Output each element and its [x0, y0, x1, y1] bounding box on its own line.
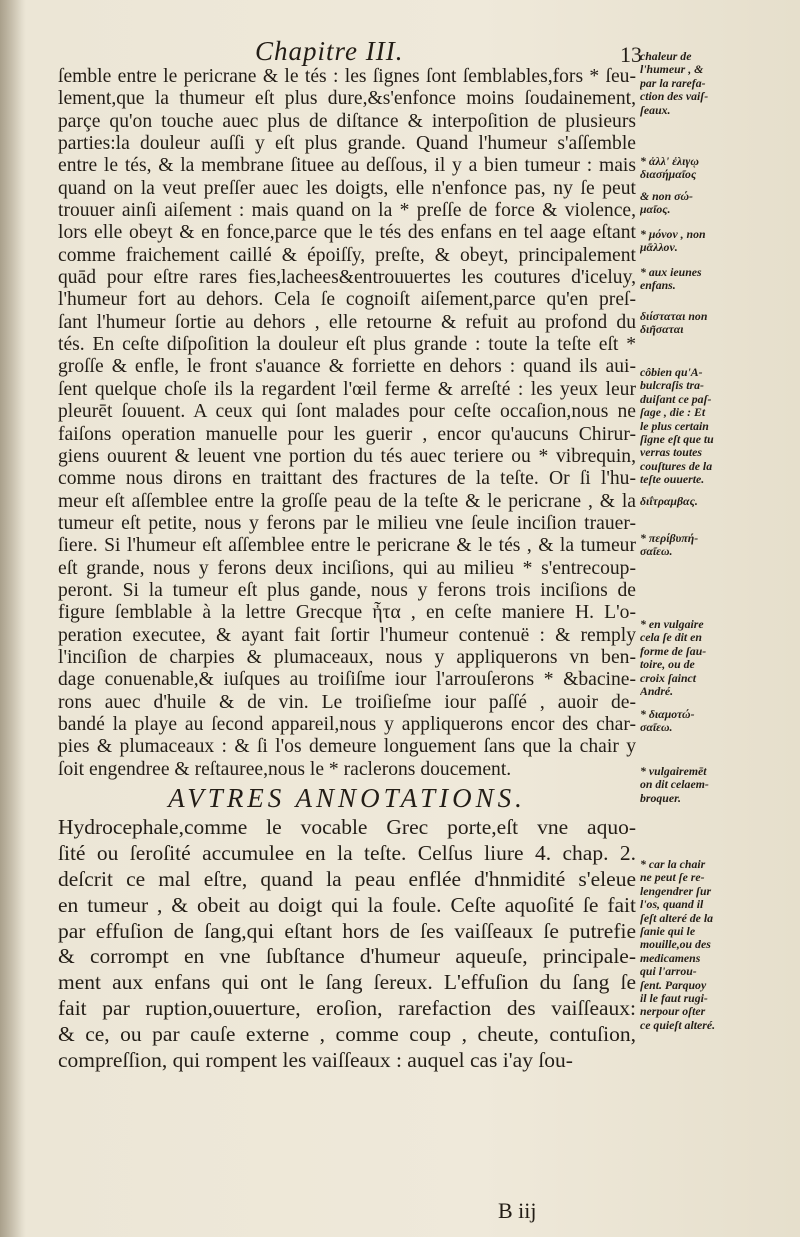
text-line: quand on la veut preſſer auec les doigts, elle n'enfonce pas, ny ſe peut [58, 177, 636, 199]
margin-note [640, 495, 698, 508]
margin-note-line: lengendrer ſur [640, 884, 712, 898]
margin-note-line: ne peut ſe re- [640, 871, 705, 885]
text-line: groſſe & enfle, le front s'auance & forriette en dehors : quand ils aui- [58, 356, 636, 378]
margin-note [640, 708, 695, 735]
gutter-shadow [0, 0, 26, 1237]
margin-note-line: * ἀλλ' ἐλιγῳ [640, 155, 699, 168]
margin-note-line: le plus certain [640, 419, 709, 433]
margin-note-line: διίσταται non [640, 310, 708, 323]
margin-note-line: André. [640, 684, 674, 698]
margin-note-line: διασήμαῖος [640, 168, 697, 182]
text-line: tumeur eſt petite, nous y ferons par le milieu vne ſeule inciſion trauer- [58, 512, 636, 534]
margin-note-line: cela ſe dit en [640, 631, 702, 645]
text-line: l'inciſion de charpies & plumaceaux, nous y appliquerons vn ben- [58, 646, 636, 668]
margin-note-line: * περίβυπή- [640, 532, 699, 545]
margin-note [640, 532, 698, 559]
margin-note-line: broquer. [640, 791, 681, 805]
text-line: ment aux enfans qui ont le ſang ſereux. L'effuſion du ſang ſe [58, 970, 636, 995]
margin-note-line: chaleur de [640, 50, 692, 63]
margin-note-line: & non σώ- [640, 190, 693, 203]
margin-note [640, 266, 702, 293]
text-line: Hydrocephale,comme le vocable Grec porte,eſt vne aquo- [58, 815, 636, 839]
text-line: comme nous dirons en traittant des fractures de la teſte. Or ſi l'hu- [58, 468, 636, 490]
text-line: bandé la playe au ſecond appareil,nous y appliquerons encor des char- [58, 713, 636, 735]
margin-note-line: teſte ouuerte. [640, 473, 705, 487]
text-line: parçe qu'on touche auec plus de diſtance & interpoſition de plusieurs [58, 110, 636, 132]
margin-note-line: * διαμοτώ- [640, 708, 695, 721]
section-heading: AVTRES ANNOTATIONS. [168, 783, 526, 813]
margin-note-line: ſanie qui le [640, 924, 696, 938]
margin-note-line: enfans. [640, 279, 676, 293]
margin-note-line: * vulgairemēt [640, 765, 707, 778]
text-line: giens ouurent & leuent vne portion du tés auec teriere ou * vibrequin, [58, 445, 636, 467]
margin-note-line: bulcraſis tra- [640, 379, 704, 393]
margin-note-line: toire, ou de [640, 658, 695, 672]
margin-note-line: * car la chair [640, 858, 706, 871]
margin-note-line: qui l'arrou- [640, 965, 697, 979]
body-paragraph-1 [58, 66, 636, 781]
margin-note-line: duiſant ce paſ- [640, 392, 712, 406]
text-line: eſt grande, nous y ferons deux inciſions, qui au milieu * s'entrecoup- [58, 557, 636, 579]
margin-note-line: croix ſainct [640, 671, 697, 685]
margin-note-line: l'humeur , & [640, 63, 704, 77]
margin-note-line: ction des vaiſ- [640, 90, 709, 104]
margin-note-line: * en vulgaire [640, 618, 704, 631]
margin-note-line: l'os, quand il [640, 898, 704, 912]
text-line: compreſſion, qui rompent les vaiſſeaux : auquel cas i'ay ſou- [58, 1048, 573, 1073]
text-line: peront. Si la tumeur eſt plus gande, nous y ferons trois inciſions de [58, 579, 636, 601]
margin-note-line: ce quieſt alteré. [640, 1018, 716, 1032]
margin-note-line: couſtures de la [640, 459, 713, 473]
margin-note [640, 155, 699, 182]
text-line: pies & plumaceaux : & ſi l'os demeure longuement ſans que la chair y [58, 736, 636, 758]
text-line: ſent quelque choſe ils la regardent l'œil ferme & arreſté : les yeux leur [58, 378, 636, 400]
margin-note-line: mouille,ou des [640, 938, 711, 952]
margin-note-line: par la rarefa- [640, 76, 706, 90]
margin-note-line: * μόνον , non [640, 228, 706, 241]
text-line: dage conuenable,& iuſques au troiſiſme iour l'arrouſerons * &bacine- [58, 669, 636, 691]
text-line: l'humeur fort au dehors. Cela ſe cognoiſt aiſement,parce qu'en preſ- [58, 289, 636, 311]
margin-note [640, 50, 708, 117]
margin-note [640, 858, 715, 1032]
margin-note-line: forme de ſau- [640, 644, 707, 658]
margin-note-line: διΐτραμβας. [640, 495, 698, 508]
text-line: ſemble entre le pericrane & le tés : les ſignes ſont ſemblables,fors * ſeu- [58, 66, 636, 87]
margin-note-line: μᾶλλον. [640, 241, 678, 255]
text-line: lors elle obeyt & en fonce,parce que le tés des enfans en tel aage eſtant [58, 222, 636, 244]
text-line: & ce, ou par cauſe externe , comme coup , cheute, contuſion, [58, 1022, 636, 1047]
margin-note-line: on dit celaem- [640, 778, 709, 792]
margin-note-line: nerpour oſter [640, 1005, 706, 1019]
main-text-block [58, 66, 636, 1074]
margin-note-line: ſeſt alteré de la [640, 911, 714, 925]
text-line: en tumeur , & obeit au doigt qui la foule. Ceſte aquoſité ſe fait [58, 892, 636, 917]
text-line: faiſons operation manuelle pour les guerir , encor qu'aucuns Chirur- [58, 423, 636, 445]
text-line: meur eſt aſſemblee entre la groſſe peau de la teſte & le pericrane , & la [58, 490, 636, 512]
margin-note-line: ſent. Parquoy [640, 978, 707, 992]
margin-note-line: ſigne eſt que tu [640, 432, 714, 446]
margin-note [640, 618, 706, 698]
margin-note-line: il le faut rugi- [640, 991, 708, 1005]
margin-note-line: verras toutes [640, 446, 702, 460]
margin-note-line: côbien qu'A- [640, 366, 703, 379]
text-line: rons auec d'huile & de vin. Le troiſieſme iour paſſé , auoir de- [58, 691, 636, 713]
text-line: fait par ruption,ouuerture, eroſion, rarefaction des vaiſſeaux: [58, 996, 636, 1021]
text-line: ſiere. Si l'humeur eſt aſſemblee entre le pericrane & le tés , & la tumeur [58, 535, 636, 557]
text-line: quād pour eſtre rares fies,lachees&entrouuertes les coutures d'iceluy, [58, 267, 636, 289]
text-line: figure ſemblable à la lettre Grecque ἦτα , en ceſte maniere H. L'o- [58, 602, 636, 624]
margin-note-line: σαῖεω. [640, 545, 673, 559]
text-line: tés. En ceſte diſpoſition la douleur eſt plus grande : toute la teſte eſt * [58, 334, 636, 356]
margin-note-line: ſage , die : Et [640, 406, 706, 420]
text-line: ſant l'humeur ſortie au dehors , elle retourne & refuit au profond du [58, 311, 636, 333]
text-line: trouuer ainſi aiſement : mais quand on la * preſſe de force & violence, [58, 200, 636, 222]
signature-mark: B iij [498, 1198, 537, 1223]
text-line: parties:la douleur auſſi y eſt plus grande. Quand l'humeur s'aſſemble [58, 133, 636, 155]
text-line: comme fraichement caillé & époiſſy, preſte, & obeyt, principalement [58, 244, 636, 266]
text-line: peration executee, & ayant fait ſortir l'humeur contenuë : & remply [58, 624, 636, 646]
margin-note [640, 765, 709, 805]
text-line: pleurēt ſouuent. A ceux qui ſont malades pour ceſte occaſion,nous ne [58, 401, 636, 423]
running-head: Chapitre III. [255, 36, 404, 66]
body-paragraph-2 [58, 815, 636, 1074]
margin-note-line: διῆσαται [640, 323, 684, 337]
margin-note-line: σαῖεω. [640, 721, 673, 735]
margin-note-line: medicamens [640, 951, 701, 965]
text-line: deſcrit ce mal eſtre, quand la peau enflée d'hnmidité s'eleue [58, 866, 636, 891]
text-line: par effuſion de ſang,qui eſtant hors de ſes vaiſſeaux ſe putrefie [58, 918, 636, 943]
text-line: entre le tés, & la membrane ſituee au deſſous, il y a bien tumeur : mais [58, 155, 636, 177]
margin-note-line: * aux ieunes [640, 266, 702, 279]
margin-note [640, 228, 706, 255]
text-line: ſité ou ſeroſité accumulee en la teſte. Celſus liure 4. chap. 2. [58, 840, 636, 865]
text-line: lement,que la thumeur eſt plus dure,&s'enfonce moins ſoudainement, [58, 88, 636, 110]
margin-note-line: ſeaux. [640, 103, 671, 117]
margin-note [640, 366, 714, 487]
margin-note [640, 310, 707, 337]
text-line: ſoit engendree & reſtauree,nous le * raclerons doucement. [58, 758, 512, 780]
margin-note-line: μαῖος. [640, 203, 671, 217]
margin-note [640, 190, 693, 217]
page-number: 13 [620, 42, 642, 67]
text-line: & corrompt en vne ſubſtance d'humeur aqueuſe, principale- [58, 944, 636, 969]
